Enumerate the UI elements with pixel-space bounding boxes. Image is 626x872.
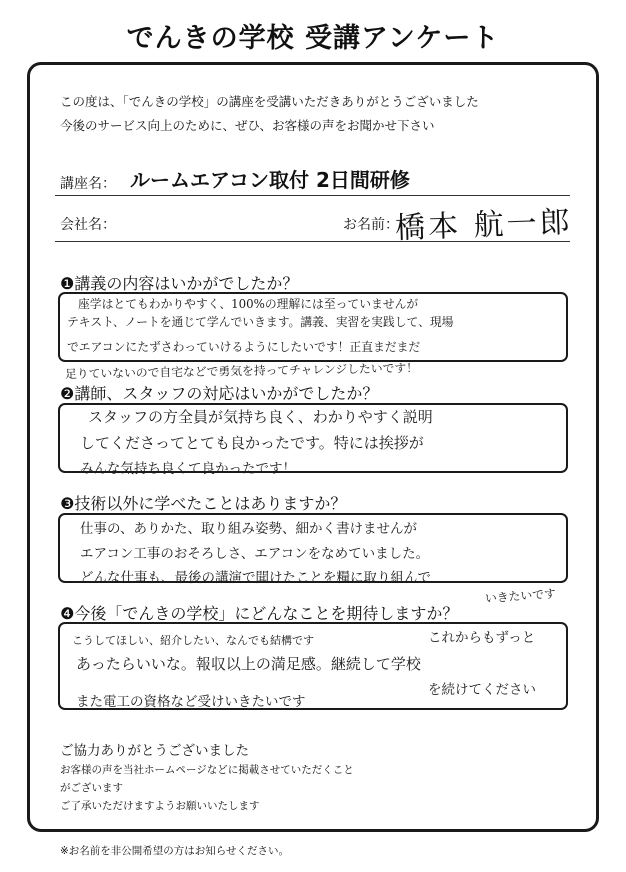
- answer-4-line-1: これからもずっと: [428, 630, 536, 646]
- closing-note-1: お客様の声を当社ホームページなどに掲載させていただくこと: [60, 764, 354, 776]
- answer-2-line-1: スタッフの方全員が気持ち良く、わかりやすく説明: [88, 408, 433, 426]
- name-label: お名前：: [343, 217, 399, 233]
- answer-1-line-3: でエアコンにたずさわっていけるようにしたいです！正直まだまだ: [67, 340, 421, 354]
- course-underline: [55, 195, 570, 196]
- survey-title: でんきの学校 受講アンケート: [126, 23, 500, 54]
- question-4-label: ❹今後「でんきの学校」にどんなことを期待しますか？: [60, 604, 459, 623]
- intro-line-2: 今後のサービス向上のために、ぜひ、お客様の声をお聞かせ下さい: [60, 118, 435, 133]
- answer-4-line-4: また電工の資格など受けいきたいです: [76, 694, 306, 710]
- answer-3-line-4: いきたいです: [484, 586, 557, 606]
- closing-note-2: がございます: [60, 782, 123, 794]
- answer-2-line-2: してくださってとても良かったです。特には挨拶が: [80, 434, 424, 452]
- answer-3-line-1: 仕事の、ありかた、取り組み姿勢、細かく書けませんが: [80, 521, 417, 537]
- company-label: 会社名：: [60, 217, 116, 233]
- answer-2-line-3: みんな気持ち良くて良かったです！: [80, 461, 296, 477]
- answer-4-line-3: を続けてください: [428, 682, 536, 698]
- footer-note: ※お名前を非公開希望の方はお知らせください。: [60, 845, 289, 857]
- answer-1-line-2: テキスト、ノートを通じて学んでいきます。講義、実習を実践して、現場: [67, 315, 454, 329]
- closing-thanks: ご協力ありがとうございました: [60, 743, 249, 759]
- question-2-label: ❷講師、スタッフの対応はいかがでしたか？: [60, 384, 379, 403]
- answer-1-line-1: 座学はとてもわかりやすく、100%の理解には至っていませんが: [78, 297, 419, 311]
- course-name: ルームエアコン取付 2日間研修: [130, 168, 410, 192]
- name-underline: [55, 241, 570, 242]
- intro-line-1: この度は、「でんきの学校」の講座を受講いただきありがとうございました: [60, 94, 479, 109]
- course-label: 講座名：: [60, 176, 116, 192]
- name-handwritten: 橋本 航一郎: [394, 204, 574, 247]
- answer-4-line-2: あったらいいな。報収以上の満足感。継続して学校: [76, 655, 421, 673]
- answer-3-line-2: エアコン工事のおそろしさ、エアコンをなめていました。: [80, 546, 430, 562]
- question-3-label: ❸技術以外に学べたことはありますか？: [60, 494, 347, 513]
- closing-note-3: ご了承いただけますようお願いいたします: [60, 800, 260, 812]
- answer-1-line-4: 足りていないので自宅などで勇気を持ってチャレンジしたいです！: [64, 360, 419, 382]
- question-4-hint: こうしてほしい、紹介したい、なんでも結構です: [72, 634, 314, 647]
- answer-3-line-3: どんな仕事も、最後の講演で聞けたことを糧に取り組んで: [80, 570, 431, 586]
- question-1-label: ❶講義の内容はいかがでしたか？: [60, 274, 299, 293]
